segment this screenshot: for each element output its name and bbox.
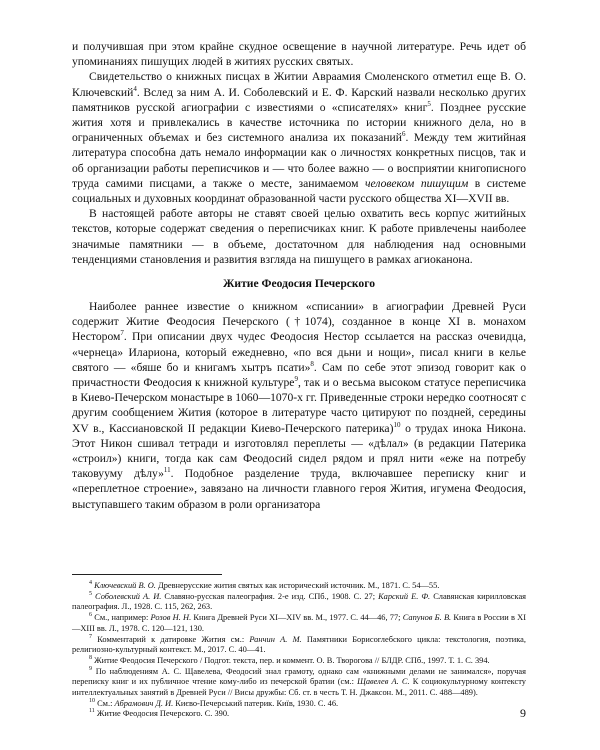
footnote-ref[interactable]: 6 [401, 130, 406, 139]
section-heading: Житие Феодосия Печерского [222, 277, 376, 291]
footnote: $^9$ По наблюдениям А. С. Щавелева, Феодосий знал грамоту, однако сам «книжными делами не занимался», поручая переписку книг и их публичное чтение кому-либо из печерской братии (см.: Щавелев А. С. К социокультурному контексту интеллектуальных занятий в Древней Руси // Висы дружбы: Сб. ст. в честь Т. Н. Джаксон. М., 2011. С. 488—489). [72, 665, 526, 698]
footnote-rule [72, 574, 222, 575]
footnote-ref[interactable]: 11 [163, 466, 171, 475]
footnote: $^6$ См., например: Розов Н. Н. Книга Древней Руси XI—XIV вв. М., 1977. С. 44—46, 77; Сапунов Б. В. Книга в России в XI—XIII вв. Л., 1978. С. 120—121, 130. [72, 612, 526, 633]
footnote-ref[interactable]: 9 [294, 375, 298, 384]
paragraph-klyuchevsky: Свидетельство о книжных писцах в Житии Авраамия Смоленского отметил еще В. О. Ключевский$^4$. Вслед за ним А. И. Соболевский и Е. Ф. Карский назвали несколько других памятников русской агиографии с известиями о «списателях» книг$^5$. Позднее русские жития хотя и привлекались в качестве источника по истории книжного дела, но в ограниченных объемах и без системного анализа их показаний$^6$. Между тем житийная литература способна дать немало информации как о личностях конкретных писцов, так и об организации работы переписчиков и — что более важно — о восприятии книгописного труда самими писцами, а также о месте, занимаемом человеком пишущим в системе социальных и духовных координат образованной части русского общества XI—XVII вв. [72, 70, 526, 206]
footnote-ref[interactable]: 7 [120, 329, 124, 338]
footnote-ref[interactable]: 5 [427, 99, 431, 108]
footnote: $^4$ Ключевский В. О. Древнерусские жития святых как исторический источник. М., 1871. С. 54—55. [89, 580, 440, 590]
paragraph-feodosy: Наиболее раннее известие о книжном «списании» в агиографии Древней Руси содержит Житие Феодосия Печерского (†1074), созданное в конце XI в. монахом Нестором$^7$. При описании двух чудес Феодосия Нестор ссылается на рассказ очевидца, «чернеца» Илариона, который ежедневно, «по вся дьни и нощи», писал книги в келье святого — «бяше бо и книгамъ хытръ псати»$^8$. Сам по себе этот эпизод говорит как о причастности Феодосия к книжной культуре$^9$, так и о весьма высоком статусе переписчика в Киево-Печерском монастыре в 1060—1070-х гг. Приведенные строки нередко соотносят с другим сообщением Жития (которое в литературе часто цитируют по поздней, середины XV в., Кассиановской II редакции Киево-Печерского патерика)$^{10}$ о трудах инока Никона. Этот Никон сшивал тетради и изготовлял переплеты — «дѣлал» (в редакции Патерика «строил») книги, тогда как сам Феодосий сидел рядом и прял нити «еже на потребу таковууму дѣлу»$^{11}$. Подобное разделение труда, включавшее переписку книг и «переплетное строение», завязано на личности главного героя Жития, игумена Феодосия, выступавшего таким образом в роли организатора [72, 300, 526, 511]
page-number: 9 [520, 706, 526, 720]
footnotes [72, 574, 526, 720]
footnote: $^7$ Комментарий к датировке Жития см.: Ранчин А. М. Памятники Борисоглебского цикла: текстология, поэтика, религиозно-культурный контекст. М., 2017. С. 40—41. [72, 633, 526, 655]
footnote: $^{11}$ Житие Феодосия Печерского. С. 390. [89, 708, 230, 719]
footnote: $^8$ Житие Феодосия Печерского / Подгот. текста, пер. и коммент. О. В. Творогова // БЛДР. СПб., 1997. Т. 1. С. 394. [89, 655, 490, 665]
paragraph-text: и получившая при этом крайне скудное освещение в научной литературе. Речь идет об упоминаниях пишущих людей в житиях русских святых. [72, 40, 526, 69]
footnote: $^5$ Соболевский А. И. Славяно-русская палеография. 2-е изд. СПб., 1908. С. 27; Карский Е. Ф. Славянская кирилловская палеография. Л., 1928. С. 115, 262, 263. [72, 590, 527, 612]
footnote-ref[interactable]: 4 [133, 84, 137, 93]
main-text [72, 39, 526, 512]
footnote-ref[interactable]: 10 [393, 420, 401, 429]
paragraph-aims: В настоящей работе авторы не ставят своей целью охватить весь корпус житийных текстов, которые содержат сведения о переписчиках книг. К работе привлечены наиболее значимые памятники — в объеме, достаточном для наблюдения над основными тенденциями становления и развития взгляда на пишущего в рамках агиоканона. [72, 207, 526, 266]
footnote-ref[interactable]: 8 [310, 360, 314, 368]
intro-paragraph [72, 39, 526, 69]
footnote: $^{10}$ См.: Абрамович Д. И. Києво-Печерський патерик. Київ, 1930. С. 46. [89, 697, 339, 708]
